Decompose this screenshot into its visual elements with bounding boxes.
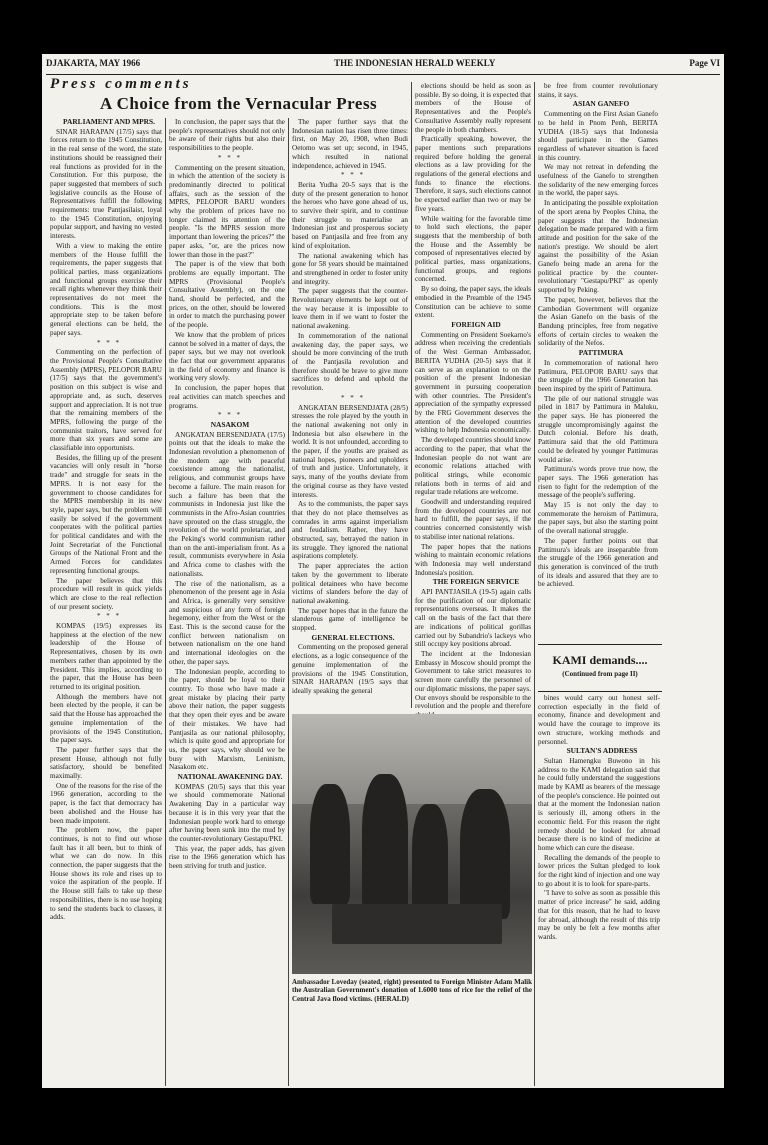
paragraph: Sultan Hamengku Buwono in his address to the KAMI delegation said that he could fully understand the suggestions made by KAMI as bearers of the message of the people's conscience. He pointed out that at the moment the Indonesian nation is seriously ill, among others in the economic field. For this reason the right remedy should be looked for abroad because there is no kind of medicine at home which can cure the disease. [538, 756, 660, 852]
paragraph: Recalling the demands of the people to lower prices the Sultan pledged to look for the right kind of injection and one way to go about it is to look for spare-parts. [538, 853, 660, 888]
paragraph: SINAR HARAPAN (17/5) says that forces return to the 1945 Constitution, in the real sense of the word, the state institutions should be reassigned their real functions as provided for in the Constitution. For this purpose, the paper suggested that members of such legislative councils as the House of Representatives fulfill the following requirements: true Pantjasilaist, loyal to the 1945 Constitution, enjoying popular support, and having no vested interests. [50, 127, 162, 241]
section-title: Press comments [50, 76, 192, 92]
paragraph: Pattimura's words prove true now, the paper says. The 1966 generation has risen to fight for the redemption of the message of the people's suffering. [538, 465, 658, 500]
paragraph: The paper, however, believes that the Cambodian Government will organize the Asian Ganefo on the basis of the Bandung principles, free from negative efforts of certain circles to weaken the solidarity of the Nefos. [538, 295, 658, 348]
column-5 [538, 82, 658, 634]
paragraph: The paper suggests that the counter-Revolutionary elements be kept out of the way because it is impossible to leave them in if we want to foster the national awakening. [292, 287, 408, 331]
paragraph: One of the reasons for the rise of the 1966 generation, according to the paper, is the fact that democracy has been abolished and the House has been made impotent. [50, 781, 162, 825]
subheading: ASIAN GANEFO [572, 99, 630, 109]
separator: * * * [97, 338, 121, 347]
photo-table [332, 904, 502, 944]
column-6 [538, 694, 660, 1034]
paragraph: The developed countries should know according to the paper, that what the Indonesian people do not want are economic relations attached with political strings, while economic relations both in terms of aid and regular trade relations are welcome. [415, 436, 531, 497]
paragraph: The problem now, the paper continues, is not to find out whose fault has it all been, but to think of what we can do now. In this connection, the paper suggests that the House shows its role and rises up to voice the aspiration of the people. If the House still fails to take up these responsibilities, there is no use hoping to send the students back to classes, it adds. [50, 826, 162, 922]
page-number: Page VI [689, 58, 720, 68]
newspaper-page [42, 54, 724, 1088]
paragraph: Practically speaking, however, the paper mentions such preparations required before holding the general elections as a law providing for the regulations of the general elections and funds to finance the elections. Therefore, it says, such elections cannot be expected earlier than two or may be five years. [415, 135, 531, 213]
paragraph: With a view to making the entire members of the House fulfill the requirements, the paper suggests that political parties, mass organizations and functional groups exercise their recall rights whenever they think their representatives do not meet the conditions. This is the most appropriate step to be taken before general elections can be held, the paper says. [50, 241, 162, 337]
subheading: FOREIGN AID [451, 319, 501, 329]
paragraph: Commenting on the perfection of the Provisional People's Consultative Assembly (MPRS), PELOPOR BARU (17/5) says that the government's position on this subject is wise and appropriate and, as such, deserves support and appreciation. It is not true that the remaining members of the MPRS, following the purge of the communist traitors, have served for more than six years and some are classifiable into opportunists. [50, 348, 162, 453]
kami-title: KAMI demands.... [552, 653, 648, 667]
kami-continued: (Continued from page II) [562, 670, 638, 678]
paragraph: As to the communists, the paper says that they do not place themselves as comrades in arms against imperialism and feudalism. Rather, they have obstructed, say, betrayed the nation in its struggle. They ignored the national aspirations completely. [292, 500, 408, 561]
paragraph: The rise of the nationalism, as a phenomenon of the present age in Asia and Africa, is generally very sensitive and suspicious of any form of foreign hegemony, either from the West or the East. This is the second cause for the conflict between nationalism on between nationalism on the one hand and international ideologies on the other, the paper says. [169, 579, 285, 666]
separator: * * * [218, 411, 242, 420]
subheading: PARLIAMENT AND MPRS. [63, 117, 155, 126]
photo-figure [362, 774, 408, 914]
subheading: PATTIMURA [578, 348, 624, 358]
paragraph: Commenting on President Soekarno's address when receiving the credentials of the West German Ambassador, BERITA YUDHA (20-5) says that it can serve as an explanation to on the position of the present Indonesian government in pursuing cooperation with other countries. The President's appreciation of the sympathy expressed by the FRG Government deserves the attention of the developed countries wishing to help Indonesia economically. [415, 330, 531, 435]
masthead: THE INDONESIAN HERALD WEEKLY [334, 58, 496, 68]
paragraph: The paper hopes that the nations wishing to maintain economic relations with Indonesia may well understand Indonesia's position. [415, 542, 531, 577]
paragraph: We know that the problem of prices cannot be solved in a matter of days, the paper says, but we may not overlook the fact that our government apparatus in the field of economy and finance is working very slowly. [169, 330, 285, 383]
column-4 [415, 82, 531, 711]
paragraph: The incident at the Indonesian Embassy in Moscow should prompt the Government to take strict measures to screen more carefully the personnel of our diplomatic missions, the paper says. Our envoys should be responsible to the revolution and the people and therefore [415, 650, 531, 711]
running-header [46, 58, 720, 75]
paragraph: KOMPAS (20/5) says that this year we should commemorate National Awakening Day in a particular way because it is in this very year that the Indonesian people work hard to emerge after having been sunk into the mud by the counter-revolutionary Gestapu/PKI. [169, 782, 285, 843]
paragraph: KOMPAS (19/5) expresses its happiness at the election of the new leadership of the House of Representatives, chosen by its own members rather than appointed by the President. This implies, according to the paper, that the House has been returned to its original position. [50, 622, 162, 691]
subheading: THE FOREIGN SERVICE [432, 577, 520, 587]
headline: A Choice from the Vernacular Press [100, 94, 378, 113]
paragraph: The paper further says that the present House, although not fully satisfactory, should be benefited maximally. [50, 745, 162, 781]
paragraph: elections should be held as soon as possible. By so doing, it is expected that members of the House of Representatives and the People's Consultative Assembly really represent the people in both chambers. [415, 82, 531, 134]
column-rule [165, 118, 166, 1086]
photo-caption: Ambassador Loveday (seated, right) presented to Foreign Minister Adam Malik the Australian Government's donation of 1.6000 tons of rice for the relief of the Central Java flood victims. (HERALD) [292, 978, 532, 1003]
separator: * * * [218, 153, 242, 162]
paragraph: The pile of our national struggle was piled in 1817 by Pattimura in Maluku, the paper says. He has pioneered the struggle uncompromisingly against the Dutch colonial. Before his death, Pattimura said that the old Pattimura could be defeated by younger Pattimuras would arise. [538, 394, 658, 464]
paragraph: The paper further says that the Indonesian nation has risen three times: first, on May 20, 1908, when Budi Oetomo was set up; second, in 1945, which resulted in national independence, achieved in 1945. [292, 118, 408, 170]
paragraph: Commenting on the First Asian Ganefo to be held in Pnom Penh, BERITA YUDHA (18-5) says that Indonesia should participate in the Games regardless of whatever situation is faced in this country. [538, 110, 658, 162]
paragraph: Although the members have not been elected by the people, it can be said that the House has approached the genuine implementation of the provisions of the 1945 Constitution, the paper says. [50, 692, 162, 745]
paragraph: Berita Yudha 20-5 says that is the duty of the present generation to honor the heroes who have gone ahead of us, to survive their spirit, and to continue their struggle to materialise an Indonesian just and prosperous society based on Pantjasila and free from any kind of exploitation. [292, 180, 408, 250]
column-2 [169, 118, 285, 1086]
paragraph: "I have to solve as soon as possible this matter of price increase" he said, adding that for this reason, that he had to leave for abroad, although the result of this trip may be only be felt a few months after wards. [538, 889, 660, 941]
paragraph: The Indonesian people, according to the paper, should be loyal to their country. To those who have made a great mistake by placing their party above their nation, the paper suggests that they open their eyes and be aware of their mistakes. We have had Pantjasila as our national philosophy, which is quite good and appropriate for us, the paper says, why should we be busy with Marxism, Leninism, Nasakom etc. [169, 667, 285, 772]
paragraph: Besides, the filling up of the present vacancies will only result in "horse trade" and struggle for seats in the MPRS. It is not easy for the government to choose candidates for the MPRS membership in its new style, paper says, but the problem will easily be solved if the government cooperates with the political parties for political candidates and with the Joint Secretariat of the Functional Groups of the National Front and the Armed Forces for candidates representing functional groups. [50, 453, 162, 575]
paragraph: In conclusion, the paper hopes that real activities can match speeches and programs. [169, 384, 285, 410]
paragraph: This year, the paper adds, has given rise to the 1966 generation which has been striving for truth and justice. [169, 844, 285, 871]
dateline: DJAKARTA, MAY 1966 [46, 58, 141, 68]
separator: * * * [341, 171, 365, 180]
paragraph: API PANTJASILA (19-5) again calls for the purification of our diplomatic representations overseas. It makes the call on the basis of the fact that there are indications of political gorillas carried out by Subandrio's lackeys who still occupy key positions abroad. [415, 588, 531, 649]
paragraph: In commemoration of the national awakening day, the paper says, we should be more convincing of the truth of the Pantjasila revolution and therefore should be brave to give more sacrifices to defend and uphold the revolution. [292, 331, 408, 393]
paragraph: The paper appreciates the action taken by the government to liberate political detainees who have become victims of slanders before the day of national awakening. [292, 562, 408, 605]
column-rule [411, 82, 412, 708]
paragraph: ANGKATAN BERSENDJATA (28/5) stresses the role played by the youth in the national awakening not only in Indonesia but also elsewhere in the world. It is not unfounded, according to the paper, if the youths are praised as national hopes, pioneers and upholders of truth and justice. Unfortunately, it says, many of the youths deviate from the original course as they have vested interests. [292, 403, 408, 499]
paragraph: ANGKATAN BERSENDJATA (17/5) points out that the ideals to make the Indonesian revolution a phenomenon of the modern age with peaceful coexistence among the nationalist, religious, and communist groups have become a failure. The main reason for such a failure has been that the communists in Indonesia just like the communists in the Afro-Asian countries have sprouted on the class struggle, the revolution of the world proletariat, and the Peking's world communism rather than on the anti-imperialism front. As a result, communists everywhere in Asia and Africa come to clashes with the nationalists. [169, 430, 285, 578]
separator: * * * [97, 612, 121, 621]
paragraph: bines would carry out honest self-correction especially in the field of economy, finance and development and would have the courage to improve its own structure, working methods and personnel. [538, 694, 660, 746]
paragraph: May 15 is not only the day to commemorate the heroism of Pattimura, the paper says, but also the starting point of the overall national struggle. [538, 501, 658, 536]
paragraph: We may not retreat in defending the usefulness of the Ganefo to strengthen the solidarity of the new emerging forces in the world, the paper says. [538, 163, 658, 198]
news-photo [292, 714, 532, 974]
paragraph: While waiting for the favorable time to hold such elections, the paper suggests that the membership of both the House and the Assembly be composed of representatives elected by political parties, mass organizations, functional groups, and regions concerned. [415, 214, 531, 284]
kami-headline-box [538, 644, 662, 692]
photo-figure [310, 784, 350, 904]
paragraph: Goodwill and understanding required from the developed countries are not hard to fulfill, the paper says, if the countries concerned consistently wish to stabilise inter national relations. [415, 498, 531, 541]
column-rule [534, 82, 535, 1086]
paragraph: In anticipating the possible exploitation of the sport arena by Peoples China, the paper suggests that the Indonesian delegation be made prepared with a firm attitude and position for the sake of the nation's prestige. We should be alert against the possibility of the Asian Ganefo being made an arena for the political practice by the counter-revolutionary "Gestapu/PKI" as openly supported by Peking. [538, 199, 658, 295]
subheading: NASAKOM [210, 419, 250, 429]
column-rule [288, 118, 289, 1086]
column-1 [50, 118, 162, 1086]
paragraph: be free from counter revolutionary stains, it says. [538, 82, 658, 99]
subheading: GENERAL ELECTIONS. [311, 632, 395, 642]
subheading: NATIONAL AWAKENING DAY. [177, 772, 283, 782]
paragraph: In commemoration of national hero Pattimura, PELOPOR BARU says that the struggle of the 1966 Generation has been inspired by the spirit of Pattimura. [538, 358, 658, 393]
paragraph: The national awakening which has gone for 58 years should be maintained and strengthened in order to foster unity and integrity. [292, 251, 408, 286]
subheading: SULTAN'S ADDRESS [566, 746, 638, 756]
separator: * * * [341, 393, 365, 402]
paragraph: The paper hopes that in the future the slanderous game of intelligence be stopped. [292, 606, 408, 633]
paragraph: Commenting on the present situation, in which the attention of the society is predominantly directed to political affairs, such as the session of the MPRS, PELOPOR BARU wonders why the problem of prices have no longer claimed its attention of the people. "Is the MPRS session more important than lowering the prices?" the paper asks, "or, are the prices now lower than those in the past?" [169, 163, 285, 259]
photo-figure [460, 789, 510, 919]
column-3 [292, 118, 408, 708]
paragraph: By so doing, the paper says, the ideals embodied in the Preamble of the 1945 Constitution can be achieve to some extent. [415, 285, 531, 320]
paragraph: Commenting on the proposed general elections, as a logic consequence of the genuine implementation of the provisions of the 1945 Constitution, SINAR HARAPAN (19/5 says that ideally speaking the general [292, 643, 408, 695]
paragraph: The paper further points out that Pattimura's ideals are inseparable from the struggle of the 1966 generation and this generation is convinced of the truth of its ideals and assured that they are to be achieved. [538, 536, 658, 589]
paragraph: The paper is of the view that both problems are equally important. The MPRS (Provisional People's Consultative Assembly), on the one hand, should be perfected, and the prices, on the other, should be lowered in order to match the purchasing power of the people. [169, 260, 285, 330]
paragraph: The paper believes that this procedure will result in quick yields which are close to the real reflection of our present society. [50, 576, 162, 611]
photo-figure [412, 804, 448, 914]
paragraph: In conclusion, the paper says that the people's representatives should not only be aware of their rights but also their responsibilities to the people. [169, 118, 285, 153]
